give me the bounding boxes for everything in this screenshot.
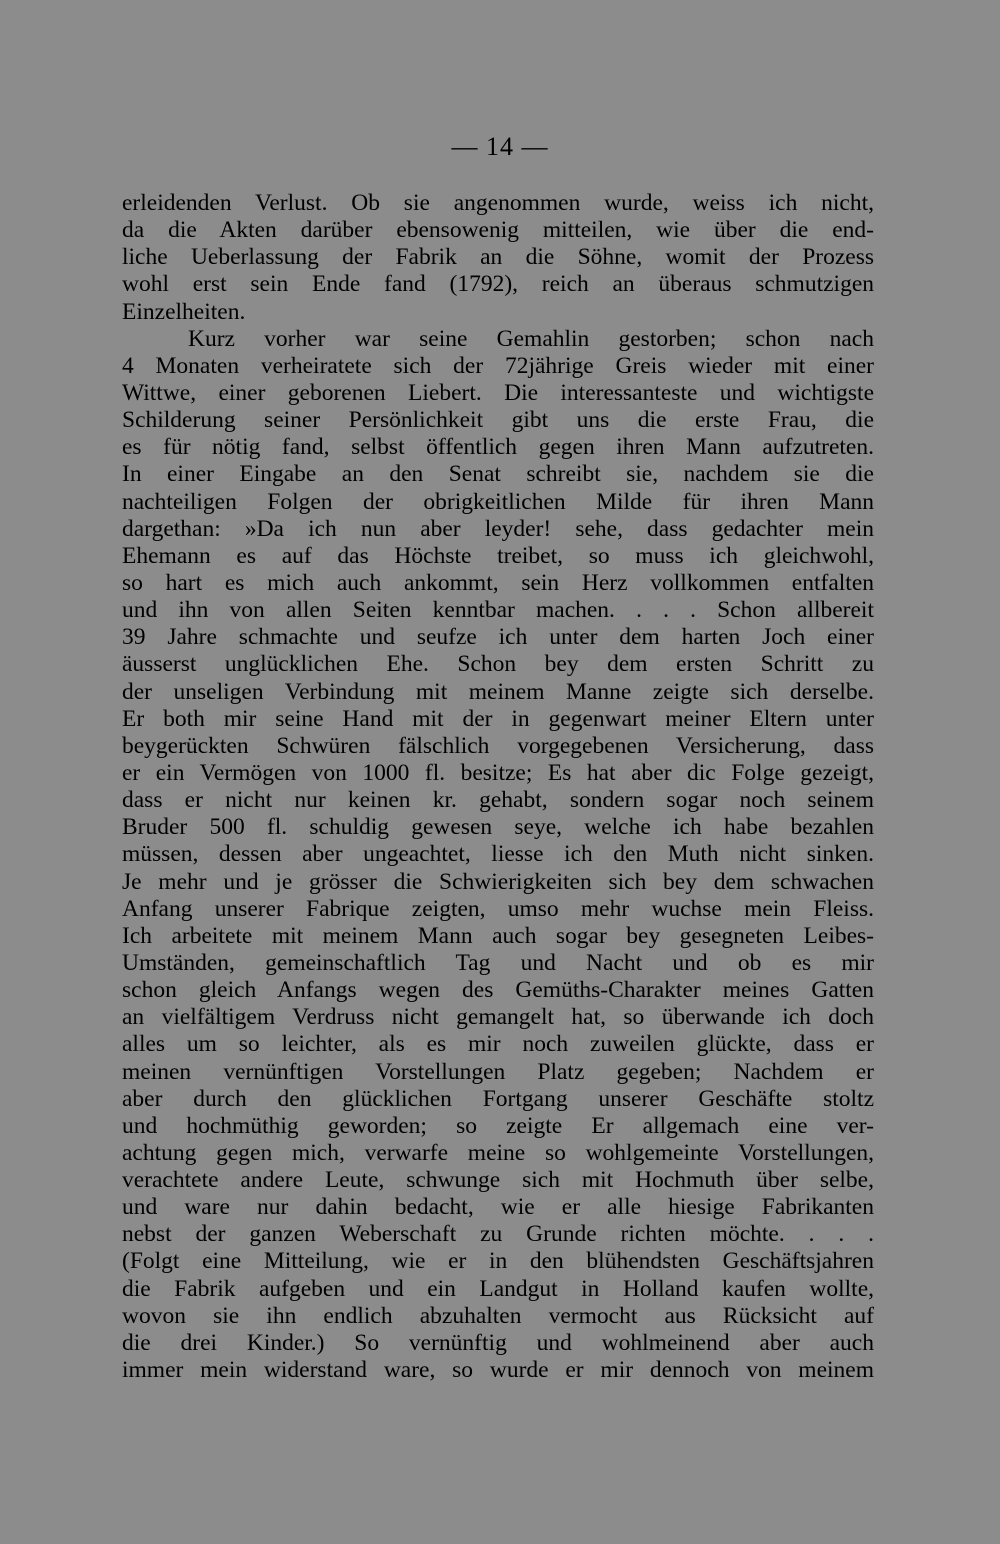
text-line: Einzelheiten. [122,298,246,325]
page-number: — 14 — [451,132,549,161]
text-line: der unseligen Verbindung mit meinem Manne zeigte sich derselbe. [122,678,874,705]
text-line: In einer Eingabe an den Senat schreibt sie, nachdem sie die [122,461,874,488]
text-line: und ihn von allen Seiten kenntbar machen. . . . Schon allbereit [122,597,874,624]
text-line: an vielfältigem Verdruss nicht gemangelt hat, so überwande ich doch [122,1004,874,1031]
text-line: Wittwe, einer geborenen Liebert. Die interessanteste und wichtigste [122,379,874,406]
text-line: nebst der ganzen Weberschaft zu Grunde richten möchte. . . . [122,1221,874,1248]
text-line: dargethan: »Da ich nun aber leyder! sehe, dass gedachter mein [122,515,874,542]
text-line: wovon sie ihn endlich abzuhalten vermocht aus Rücksicht auf [122,1302,874,1329]
text-line: Kurz vorher war seine Gemahlin gestorben; schon nach [188,325,874,352]
text-line: alles um so leichter, als es mir noch zuweilen glückte, dass er [122,1031,874,1058]
text-line: Umständen, gemeinschaftlich Tag und Nacht und ob es mir [122,949,874,976]
text-line: Schilderung seiner Persönlichkeit gibt uns die erste Frau, die [122,407,874,434]
text-line: liche Ueberlassung der Fabrik an die Söhne, womit der Prozess [122,244,874,271]
text-line: so hart es mich auch ankommt, sein Herz vollkommen entfalten [122,569,874,596]
text-line: schon gleich Anfangs wegen des Gemüths-Charakter meines Gatten [122,977,874,1004]
text-line: nachteiligen Folgen der obrigkeitlichen Milde für ihren Mann [122,488,874,515]
text-line: immer mein widerstand ware, so wurde er mir dennoch von meinem [122,1357,874,1384]
text-line: Ich arbeitete mit meinem Mann auch sogar bey gesegneten Leibes- [122,922,874,949]
text-line: erleidenden Verlust. Ob sie angenommen wurde, weiss ich nicht, [122,190,874,216]
text-line: müssen, dessen aber ungeachtet, liesse ich den Muth nicht sinken. [122,841,874,868]
text-line: und hochmüthig geworden; so zeigte Er allgemach eine ver- [122,1112,874,1139]
text-line: Bruder 500 fl. schuldig gewesen seye, welche ich habe bezahlen [122,814,874,841]
text-line: aber durch den glücklichen Fortgang unserer Geschäfte stoltz [122,1085,874,1112]
text-line: er ein Vermögen von 1000 fl. besitze; Es hat aber dic Folge gezeigt, [122,759,874,786]
text-line: Je mehr und je grösser die Schwierigkeiten sich bey dem schwachen [122,868,874,895]
text-line: Er both mir seine Hand mit der in gegenwart meiner Eltern unter [122,705,874,732]
text-line: die Fabrik aufgeben und ein Landgut in Holland kaufen wollte, [122,1275,874,1302]
text-line: achtung gegen mich, verwarfe meine so wohlgemeinte Vorstellungen, [122,1139,874,1166]
body-text [122,190,874,1384]
text-line: beygerückten Schwüren fälschlich vorgegebenen Versicherung, dass [122,732,874,759]
text-line: (Folgt eine Mitteilung, wie er in den blühendsten Geschäftsjahren [122,1248,874,1275]
text-line: Ehemann es auf das Höchste treibet, so muss ich gleichwohl, [122,542,874,569]
text-line: äusserst unglücklichen Ehe. Schon bey dem ersten Schritt zu [122,651,874,678]
text-line: meinen vernünftigen Vorstellungen Platz gegeben; Nachdem er [122,1058,874,1085]
text-line: da die Akten darüber ebensowenig mitteilen, wie über die end- [122,217,874,244]
text-line: und ware nur dahin bedacht, wie er alle hiesige Fabrikanten [122,1194,874,1221]
text-line: es für nötig fand, selbst öffentlich gegen ihren Mann aufzutreten. [122,434,874,461]
text-line: Anfang unserer Fabrique zeigten, umso mehr wuchse mein Fleiss. [122,895,874,922]
text-line: verachtete andere Leute, schwunge sich mit Hochmuth über selbe, [122,1167,874,1194]
text-line: 39 Jahre schmachte und seufze ich unter dem harten Joch einer [122,624,874,651]
text-line: die drei Kinder.) So vernünftig und wohlmeinend aber auch [122,1329,874,1356]
text-line: wohl erst sein Ende fand (1792), reich an überaus schmutzigen [122,271,874,298]
text-line: dass er nicht nur keinen kr. gehabt, sondern sogar noch seinem [122,787,874,814]
text-line: 4 Monaten verheiratete sich der 72jährige Greis wieder mit einer [122,352,874,379]
